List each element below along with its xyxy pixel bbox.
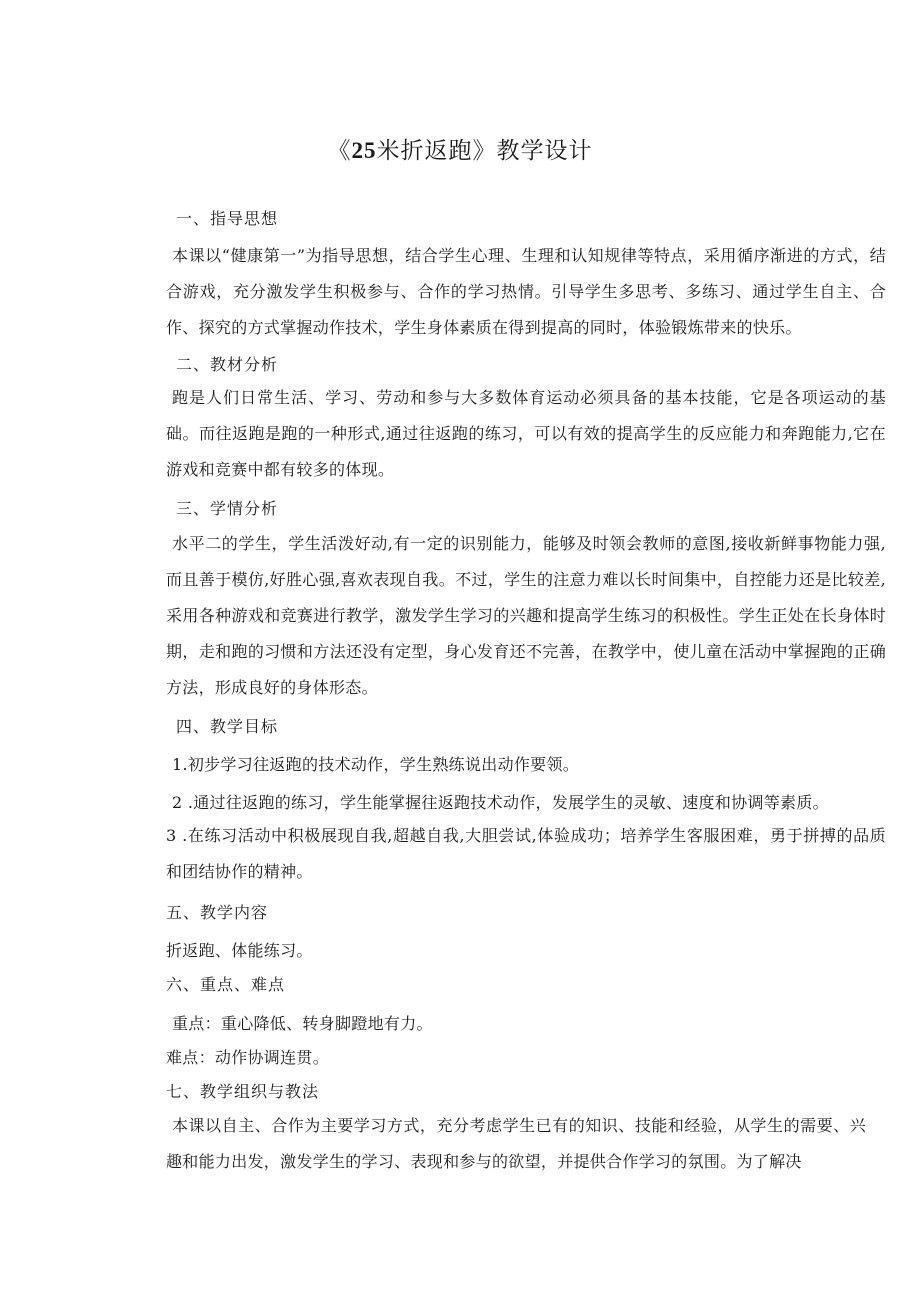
document-title: [0, 132, 920, 165]
heading-teaching-content: 五、教学内容: [166, 903, 269, 922]
teaching-goal-3: 3 .在练习活动中积极展现自我,超越自我,大胆尝试,体验成功；培养学生客服困难，勇于拼搏的品质和团结协作的精神。: [166, 826, 886, 881]
title-text: 米折返跑》教学设计: [376, 138, 593, 164]
paragraph-material-analysis: 跑是人们日常生活、学习、劳动和参与大多数体育运动必须具备的基本技能，它是各项运动的基础。而往返跑是跑的一种形式,通过往返跑的练习，可以有效的提高学生的反应能力和奔跑能力,它在游戏和竞赛中都有较多的体现。: [166, 388, 886, 479]
teaching-content-text: 折返跑、体能练习。: [166, 941, 313, 960]
paragraph-guiding-ideology: 本课以“健康第一”为指导思想，结合学生心理、生理和认知规律等特点，采用循序渐进的方式，结合游戏，充分激发学生积极参与、合作的学习热情。引导学生多思考、多练习、通过学生自主、合作、探究的方式掌握动作技术，学生身体素质在得到提高的同时，体验锻炼带来的快乐。: [166, 246, 886, 337]
heading-material-analysis: 二、教材分析: [176, 355, 279, 374]
teaching-goal-1: 1.初步学习往返跑的技术动作，学生熟练说出动作要领。: [172, 755, 580, 774]
heading-teaching-goals: 四、教学目标: [176, 717, 279, 736]
heading-organization-methods: 七、教学组织与教法: [166, 1082, 320, 1101]
paragraph-learner-analysis: 水平二的学生，学生活泼好动,有一定的识别能力，能够及时领会教师的意图,接收新鲜事物能力强,而且善于模仿,好胜心强,喜欢表现自我。不过，学生的注意力难以长时间集中，自控能力还是比较差,采用各种游戏和竞赛进行教学，激发学生学习的兴趣和提高学生练习的积极性。学生正处在长身体时期，走和跑的习惯和方法还没有定型，身心发育还不完善，在教学中，使儿童在活动中掌握跑的正确方法，形成良好的身体形态。: [166, 534, 886, 697]
heading-key-points: 六、重点、难点: [166, 975, 286, 994]
title-number: 25: [351, 138, 377, 163]
paragraph-organization-methods: 本课以自主、合作为主要学习方式，充分考虑学生已有的知识、技能和经验，从学生的需要、兴趣和能力出发，激发学生的学习、表现和参与的欲望，并提供合作学习的氛围。为了解决: [166, 1116, 866, 1171]
heading-guiding-ideology: 一、指导思想: [176, 209, 279, 228]
heading-learner-analysis: 三、学情分析: [176, 499, 279, 518]
key-point-text: 重点：重心降低、转身脚蹬地有力。: [172, 1014, 433, 1033]
difficult-point-text: 难点：动作协调连贯。: [166, 1048, 330, 1067]
title-bracket: 《: [327, 138, 352, 164]
teaching-goal-2: 2 .通过往返跑的练习，学生能掌握往返跑技术动作，发展学生的灵敏、速度和协调等素质。: [172, 793, 829, 812]
